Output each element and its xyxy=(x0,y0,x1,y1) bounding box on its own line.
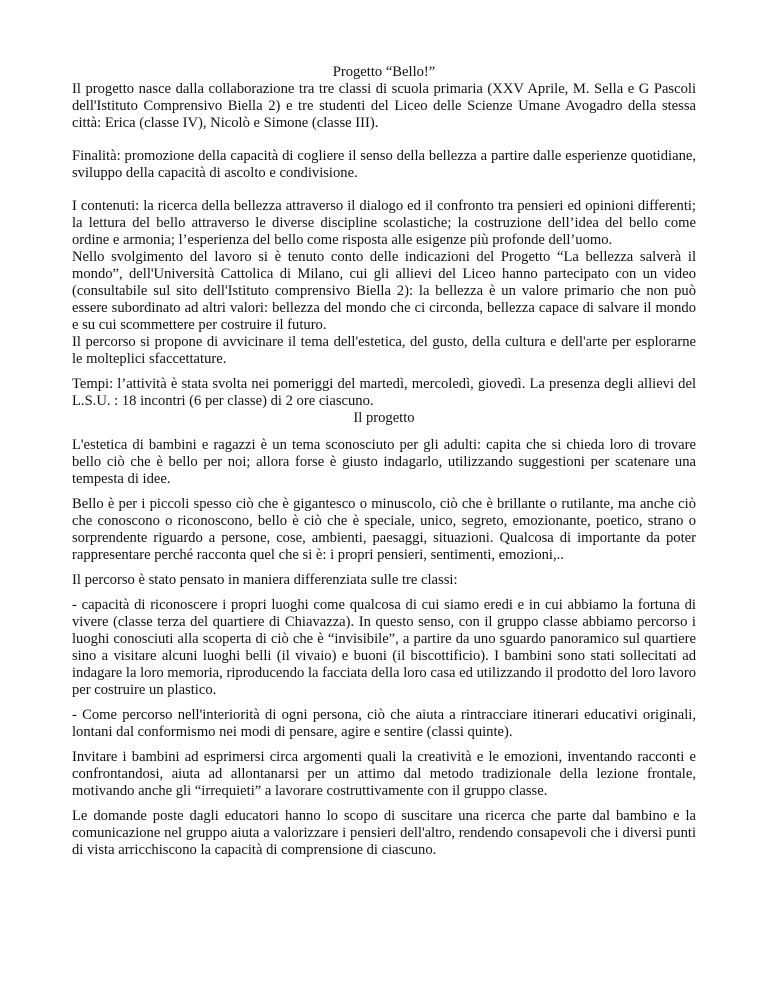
contenuti-paragraph: I contenuti: la ricerca della bellezza attraverso il dialogo ed il confronto tra pensieri ed opinioni differenti; la lettura del bello attraverso le diverse discipline scolastiche; la costruzione dell’idea del bello come ordine e armonia; l’esperienza del bello come risposta alle esigenze più profonde dell’uomo. xyxy=(72,198,696,248)
finalita-paragraph: Finalità: promozione della capacità di cogliere il senso della bellezza a partire dalle esperienze quotidiane, sviluppo della capacità di ascolto e condivisione. xyxy=(72,148,696,181)
body-paragraph-7: Le domande poste dagli educatori hanno lo scopo di suscitare una ricerca che parte dal bambino e la comunicazione nel gruppo aiuta a valorizzare i pensieri dell'altro, rendendo consapevoli che i diversi punti di vista arricchiscono la capacità di comprensione di ciascuno. xyxy=(72,808,696,858)
document-page xyxy=(72,64,696,859)
intro-paragraph: Il progetto nasce dalla collaborazione tra tre classi di scuola primaria (XXV Aprile, M. Sella e G Pascoli dell'Istituto Comprensivo Biella 2) e tre studenti del Liceo delle Scienze Umane Avogadro della stessa città: Erica (classe IV), Nicolò e Simone (classe III). xyxy=(72,81,696,131)
body-paragraph-5: - Come percorso nell'interiorità di ogni persona, ciò che aiuta a rintracciare itinerari educativi originali, lontani dal conformismo nei modi di pensare, agire e sentire (classi quinte). xyxy=(72,707,696,740)
body-paragraph-3: Il percorso è stato pensato in maniera differenziata sulle tre classi: xyxy=(72,572,458,588)
svolgimento-paragraph: Nello svolgimento del lavoro si è tenuto conto delle indicazioni del Progetto “La bellezza salverà il mondo”, dell'Università Cattolica di Milano, cui gli allievi del Liceo hanno partecipato con un video (consultabile sul sito dell'Istituto comprensivo Biella 2): la bellezza è un valore primario che non può essere subordinato ad altri valori: bellezza del mondo che ci circonda, bellezza capace di salvare il mondo e su cui scommettere per costruire il futuro. xyxy=(72,249,696,333)
body-paragraph-2: Bello è per i piccoli spesso ciò che è gigantesco o minuscolo, ciò che è brillante o rutilante, ma anche ciò che conoscono o riconoscono, bello è ciò che è speciale, unico, segreto, emozionante, poetico, strano o sorprendente riguardo a persone, cose, ambienti, paesaggi, situazioni. Qualcosa di importante da poter rappresentare perché racconta quel che si è: i propri pensieri, sentimenti, emozioni,.. xyxy=(72,496,696,563)
percorso-paragraph: Il percorso si propone di avvicinare il tema dell'estetica, del gusto, della cultura e dell'arte per esplorarne le molteplici sfaccettature. xyxy=(72,334,696,367)
body-paragraph-4: - capacità di riconoscere i propri luoghi come qualcosa di cui siamo eredi e in cui abbiamo la fortuna di vivere (classe terza del quartiere di Chiavazza). In questo senso, con il gruppo classe abbiamo percorso i luoghi conosciuti alla scoperta di ciò che è “invisibile”, a partire da uno sguardo panoramico sul quartiere sino a visitare alcuni luoghi belli (il vivaio) e buoni (il biscottificio). I bambini sono stati sollecitati ad indagare la loro memoria, riproducendo la facciata della loro casa ed utilizzando il prodotto del loro lavoro per costruire un plastico. xyxy=(72,597,696,698)
section-heading: Il progetto xyxy=(353,410,415,426)
tempi-paragraph: Tempi: l’attività è stata svolta nei pomeriggi del martedì, mercoledì, giovedì. La presenza degli allievi del L.S.U. : 18 incontri (6 per classe) di 2 ore ciascuno. xyxy=(72,376,696,409)
body-paragraph-1: L'estetica di bambini e ragazzi è un tema sconosciuto per gli adulti: capita che si chieda loro di trovare bello ciò che è bello per noi; allora forse è giusto indagarlo, utilizzando suggestioni per scatenare una tempesta di idee. xyxy=(72,437,696,487)
body-paragraph-6: Invitare i bambini ad esprimersi circa argomenti quali la creatività e le emozioni, inventando racconti e confrontandosi, aiuta ad allontanarsi per un attimo dal metodo tradizionale della lezione frontale, motivando anche gli “irrequieti” a lavorare costruttivamente con il gruppo classe. xyxy=(72,749,696,799)
document-title: Progetto “Bello!” xyxy=(332,64,436,80)
